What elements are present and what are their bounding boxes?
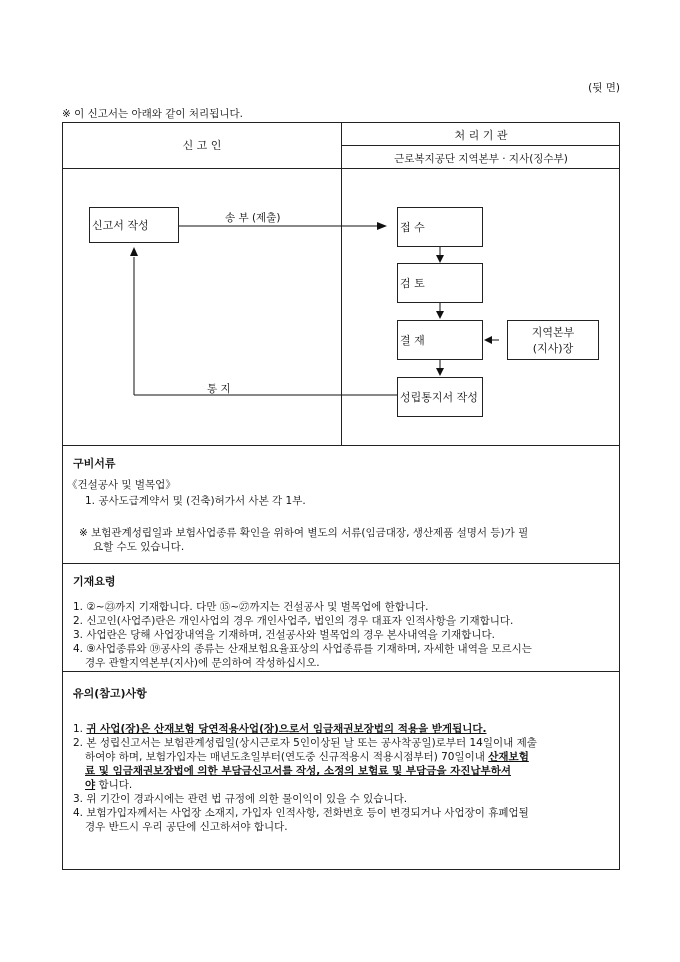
- notice-doc-box: 성립통지서 작성: [397, 377, 483, 417]
- approve-box: 결 재: [397, 320, 483, 360]
- notes-line-2a: 2. 본 성립신고서는 보험관계성립일(상시근로자 5인이상된 날 또는 공사착공일)로부터 14일이내 제출: [73, 737, 537, 749]
- documents-category: 《건설공사 및 벌목업》: [67, 479, 176, 491]
- guide-line-5: 경우 관할지역본부(지사)에 문의하여 작성하십시오.: [85, 657, 320, 669]
- guide-title: 기재요령: [73, 575, 116, 588]
- send-label: 송 부 (제출): [225, 212, 281, 224]
- branch-head-line2: (지사)장: [532, 342, 574, 355]
- guide-line-2: 2. 신고인(사업주)란은 개인사업의 경우 개인사업주, 법인의 경우 대표자 인적사항을 기재합니다.: [73, 615, 514, 627]
- flow-bottom-line: [63, 445, 619, 446]
- form-frame: [62, 122, 620, 870]
- notes-line-1: [73, 723, 486, 737]
- notes-line-4b: 경우 반드시 우리 공단에 신고하셔야 합니다.: [85, 821, 288, 833]
- notes-line-1-prefix: 1.: [73, 723, 87, 735]
- notice-arrowhead: [436, 368, 444, 376]
- notify-arrowhead: [130, 247, 138, 256]
- applicant-header: 신 고 인: [182, 139, 222, 152]
- flow-arrows: [63, 169, 621, 445]
- guide-line-3: 3. 사업란은 당해 사업장내역을 기재하며, 건설공사와 벌목업의 경우 본사내역을 기재합니다.: [73, 629, 496, 641]
- notes-line-2b-bold: 산재보험: [488, 751, 529, 763]
- agency-header: 처 리 기 관: [454, 129, 508, 142]
- header-sub-divider: [341, 145, 619, 146]
- guide-line-1: 1. ②~㉓까지 기재합니다. 다만 ⑮~㉗까지는 건설공사 및 벌목업에 한합니다.: [73, 601, 429, 613]
- approve-arrowhead: [436, 311, 444, 319]
- review-arrowhead: [436, 255, 444, 263]
- branch-arrowhead: [484, 336, 492, 344]
- processing-note: ※ 이 신고서는 아래와 같이 처리됩니다.: [62, 108, 243, 120]
- notes-line-2c: 료 및 임금채권보장법에 의한 부담금신고서를 작성, 소정의 보험료 및 부담금을 자진납부하셔: [85, 765, 511, 777]
- agency-subheader: 근로복지공단 지역본부 · 지사(징수부): [394, 153, 568, 165]
- documents-item-1: 1. 공사도급계약서 및 (건축)허가서 사본 각 1부.: [85, 495, 306, 507]
- notes-line-2b-text: 하여야 하며, 보험가입자는 매년도초일부터(연도중 신규적용시 적용시점부터) 70일이내: [85, 751, 489, 763]
- notify-label: 통 지: [207, 383, 231, 395]
- write-report-box: 신고서 작성: [89, 207, 179, 243]
- receive-box: 접 수: [397, 207, 483, 247]
- notes-line-2d-bold: 야: [85, 779, 96, 791]
- notes-line-4a: 4. 보험가입자께서는 사업장 소재지, 가입자 인적사항, 전화번호 등이 변경되거나 사업장이 휴폐업될: [73, 807, 529, 819]
- notes-title: 유의(참고)사항: [73, 687, 147, 700]
- review-box: 검 토: [397, 263, 483, 303]
- notes-line-3: 3. 위 기간이 경과시에는 관련 법 규정에 의한 물이익이 있을 수 있습니다.: [73, 793, 408, 805]
- notes-line-2d: [85, 779, 132, 793]
- send-arrowhead: [377, 222, 387, 230]
- documents-note-line-2: 요할 수도 있습니다.: [93, 541, 185, 553]
- documents-note-line-1: ※ 보험관계성립일과 보험사업종류 확인을 위하여 별도의 서류(임금대장, 생산제품 설명서 등)가 필: [79, 527, 529, 539]
- docs-bottom-line: [63, 563, 619, 564]
- notes-line-2d-text: 합니다.: [95, 779, 133, 791]
- guide-line-4: 4. ⑨사업종류와 ⑲공사의 종류는 산재보험요율표상의 사업종류를 기재하며, 자세한 내역을 모르시는: [73, 643, 532, 655]
- documents-title: 구비서류: [73, 457, 116, 470]
- branch-head-line1: 지역본부: [531, 326, 575, 339]
- page-side-label: (뒷 면): [588, 82, 620, 94]
- guide-bottom-line: [63, 671, 619, 672]
- notes-line-1-text: 귀 사업(장)은 산재보험 당연적용사업(장)으로서 임금채권보장법의 적용을 받게됩니다.: [86, 723, 487, 735]
- notes-line-2b: [85, 751, 529, 765]
